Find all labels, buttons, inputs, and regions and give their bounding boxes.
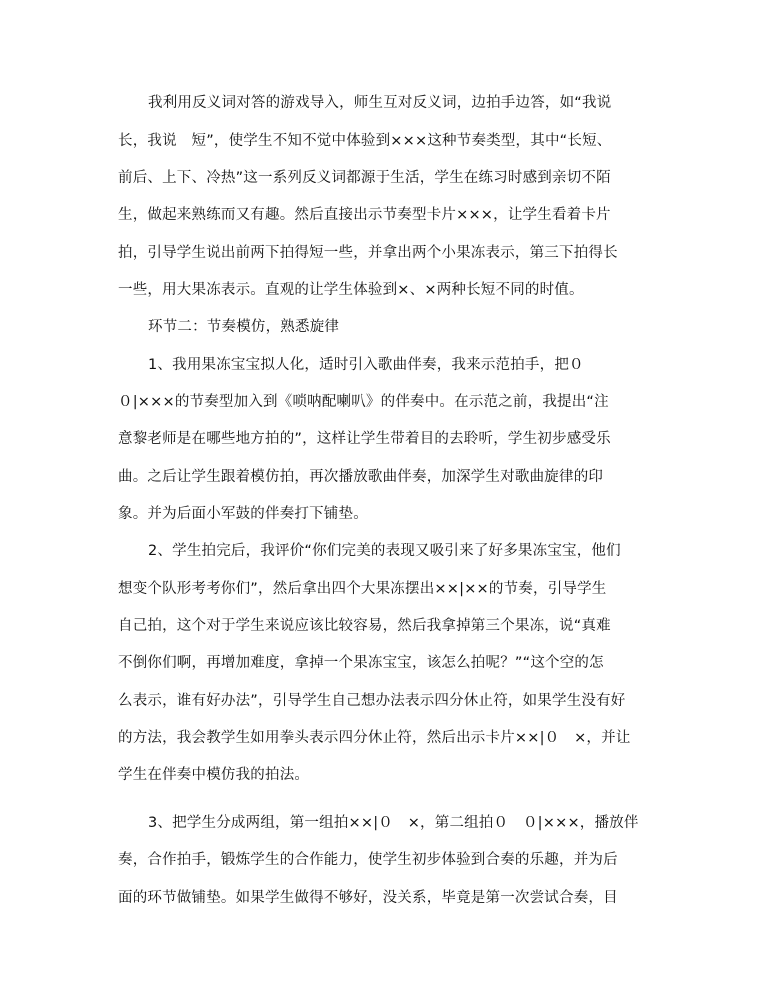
paragraph-line: 曲。之后让学生跟着模仿拍，再次播放歌曲伴奏，加深学生对歌曲旋律的印 [118,469,604,485]
paragraph-line: 想变个队形考考你们”，然后拿出四个大果冻摆出××|××的节奏，引导学生 [118,581,607,597]
paragraph-line: 学生在伴奏中模仿我的拍法。 [118,767,310,783]
section-heading: 环节二：节奏模仿，熟悉旋律 [148,319,340,335]
paragraph-line: 前后、上下、冷热”这一系列反义词都源于生活，学生在练习时感到亲切不陌 [118,170,611,186]
paragraph-line: 长，我说 短”，使学生不知不觉中体验到×××这种节奏类型，其中“长短、 [118,133,612,149]
paragraph-line: 的方法，我会教学生如用拳头表示四分休止符，然后出示卡片××|０ ×，并让 [118,730,631,746]
paragraph-line: 不倒你们啊，再增加难度，拿掉一个果冻宝宝，该怎么拍呢？”“这个空的怎 [118,655,604,671]
paragraph-line: 一些，用大果冻表示。直观的让学生体验到×、×两种长短不同的时值。 [118,282,584,298]
paragraph-line: 拍，引导学生说出前两下拍得短一些，并拿出两个小果冻表示，第三下拍得长 [118,245,618,261]
paragraph-line: 我利用反义词对答的游戏导入，师生互对反义词，边拍手边答，如“我说 [148,95,612,111]
paragraph-line: 3、把学生分成两组，第一组拍××|０ ×，第二组拍０ ０|×××，播放伴 [148,815,639,831]
paragraph-line: 生，做起来熟练而又有趣。然后直接出示节奏型卡片×××，让学生看着卡片 [118,207,611,223]
paragraph-line: 面的环节做铺垫。如果学生做得不够好，没关系，毕竟是第一次尝试合奏，目 [118,890,618,906]
paragraph-line: 么表示，谁有好办法”，引导学生自己想办法表示四分休止符，如果学生没有好 [118,693,626,709]
paragraph-line: 象。并为后面小军鼓的伴奏打下铺垫。 [118,506,368,522]
paragraph-line: 1、我用果冻宝宝拟人化，适时引入歌曲伴奏，我来示范拍手，把０ [148,357,584,373]
paragraph-line: 2、学生拍完后，我评价“你们完美的表现又吸引来了好多果冻宝宝，他们 [148,543,621,559]
paragraph-line: 意黎老师是在哪些地方拍的”，这样让学生带着目的去聆听，学生初步感受乐 [118,431,611,447]
paragraph-line: 自己拍，这个对于学生来说应该比较容易，然后我拿掉第三个果冻，说“真难 [118,618,611,634]
paragraph-line: ０|×××的节奏型加入到《唢呐配喇叭》的伴奏中。在示范之前，我提出“注 [118,394,609,410]
paragraph-line: 奏，合作拍手，锻炼学生的合作能力，使学生初步体验到合奏的乐趣，并为后 [118,852,618,868]
